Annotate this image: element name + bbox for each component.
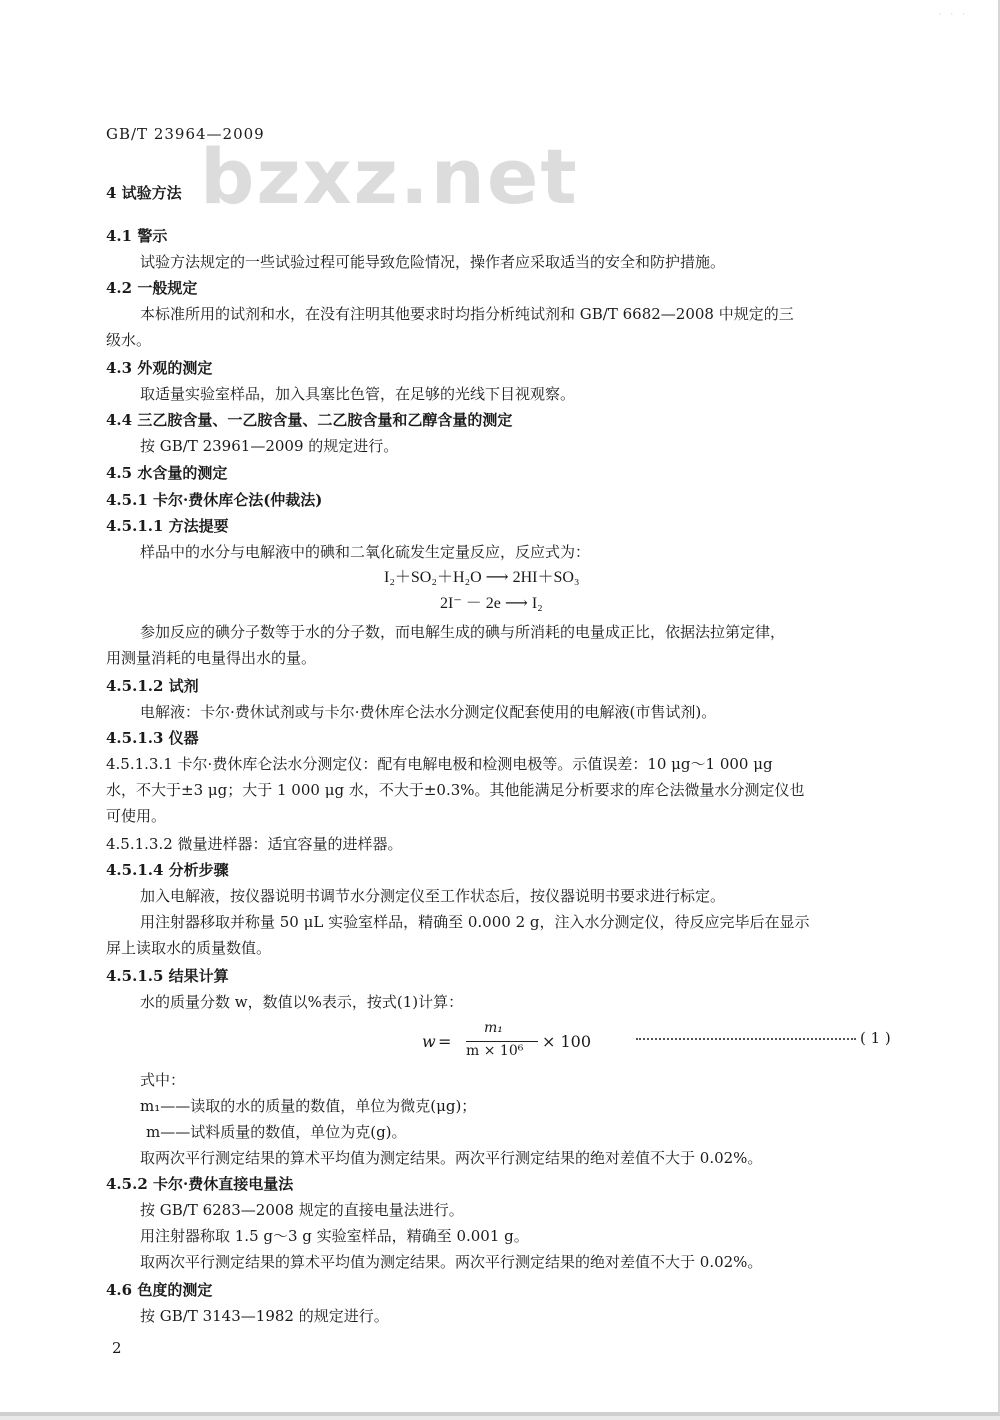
heading-4-5-1-1: 4.5.1.1 方法提要 (106, 517, 229, 535)
watermark: bzxz.net (200, 132, 579, 221)
heading-4-5-1: 4.5.1 卡尔·费休库仑法(仲裁法) (106, 491, 323, 509)
heading-4-5-1-2: 4.5.1.2 试剂 (106, 677, 199, 695)
paragraph: 取两次平行测定结果的算术平均值为测定结果。两次平行测定结果的绝对差值不大于 0.02%。 (140, 1253, 763, 1271)
paragraph: 电解液：卡尔·费休试剂或与卡尔·费休库仑法水分测定仪配套使用的电解液(市售试剂)。 (140, 703, 717, 721)
paragraph: 水，不大于±3 μg；大于 1 000 μg 水，不大于±0.3%。其他能满足分析要求的库仑法微量水分测定仪也 (106, 781, 805, 799)
page-number: 2 (112, 1339, 122, 1357)
paragraph: 试验方法规定的一些试验过程可能导致危险情况，操作者应采取适当的安全和防护措施。 (140, 253, 726, 271)
paragraph: 样品中的水分与电解液中的碘和二氧化硫发生定量反应，反应式为： (140, 543, 591, 561)
corner-mark: · · · (938, 10, 968, 20)
variable-definition: m₁——读取的水的质量的数值，单位为微克(μg)； (140, 1097, 477, 1115)
paragraph: 用测量消耗的电量得出水的量。 (106, 649, 317, 667)
heading-4-5-1-4: 4.5.1.4 分析步骤 (106, 861, 229, 879)
paragraph: 取适量实验室样品，加入具塞比色管，在足够的光线下目视观察。 (140, 385, 576, 403)
paragraph: 按 GB/T 3143—1982 的规定进行。 (140, 1307, 389, 1325)
heading-4: 4 试验方法 (106, 184, 182, 202)
paragraph: 本标准所用的试剂和水，在没有注明其他要求时均指分析纯试剂和 GB/T 6682—2008 中规定的三 (140, 305, 794, 323)
heading-4-5-1-3: 4.5.1.3 仪器 (106, 729, 199, 747)
paragraph: 按 GB/T 6283—2008 规定的直接电量法进行。 (140, 1201, 464, 1219)
paragraph: 4.5.1.3.1 卡尔·费休库仑法水分测定仪：配有电解电极和检测电极等。示值误差：10 μg～1 000 μg (106, 755, 773, 773)
heading-4-5: 4.5 水含量的测定 (106, 464, 228, 482)
heading-4-1: 4.1 警示 (106, 227, 168, 245)
paragraph: 用注射器移取并称量 50 μL 实验室样品，精确至 0.000 2 g，注入水分测定仪，待反应完毕后在显示 (140, 913, 810, 931)
heading-4-5-2: 4.5.2 卡尔·费休直接电量法 (106, 1175, 294, 1193)
formula-numerator: m₁ (484, 1020, 503, 1036)
paragraph: 水的质量分数 w，数值以%表示，按式(1)计算： (140, 993, 464, 1011)
heading-4-4: 4.4 三乙胺含量、一乙胺含量、二乙胺含量和乙醇含量的测定 (106, 411, 513, 429)
paragraph: 可使用。 (106, 807, 167, 825)
leader-dots (636, 1032, 856, 1040)
heading-4-3: 4.3 外观的测定 (106, 359, 213, 377)
standard-code: GB/T 23964—2009 (106, 125, 265, 143)
formula-multiplier: × 100 (542, 1032, 592, 1051)
paragraph: 屏上读取水的质量数值。 (106, 939, 272, 957)
formula-equals: = (438, 1032, 452, 1051)
paragraph: 参加反应的碘分子数等于水的分子数，而电解生成的碘与所消耗的电量成正比，依据法拉第定律， (140, 623, 786, 641)
paragraph: 取两次平行测定结果的算术平均值为测定结果。两次平行测定结果的绝对差值不大于 0.02%。 (140, 1149, 763, 1167)
reaction-equation-1: I₂＋SO₂＋H₂O ⟶ 2HI＋SO₃ (384, 569, 580, 586)
paragraph: 用注射器称取 1.5 g～3 g 实验室样品，精确至 0.001 g。 (140, 1227, 529, 1245)
variable-definition: m——试料质量的数值，单位为克(g)。 (146, 1123, 407, 1141)
heading-4-2: 4.2 一般规定 (106, 279, 198, 297)
paragraph: 按 GB/T 23961—2009 的规定进行。 (140, 437, 399, 455)
fraction-bar (466, 1041, 538, 1042)
paragraph: 式中： (140, 1071, 186, 1089)
heading-4-5-1-5: 4.5.1.5 结果计算 (106, 967, 229, 985)
formula-number: ( 1 ) (860, 1029, 891, 1047)
formula-denominator: m × 10⁶ (466, 1043, 524, 1059)
paragraph: 4.5.1.3.2 微量进样器：适宜容量的进样器。 (106, 835, 403, 853)
formula-1 (422, 1022, 592, 1066)
formula-lhs: w (422, 1032, 436, 1051)
paragraph: 级水。 (106, 331, 152, 349)
paragraph: 加入电解液，按仪器说明书调节水分测定仪至工作状态后，按仪器说明书要求进行标定。 (140, 887, 726, 905)
heading-4-6: 4.6 色度的测定 (106, 1281, 213, 1299)
reaction-equation-2: 2I⁻ － 2e ⟶ I₂ (440, 595, 543, 612)
